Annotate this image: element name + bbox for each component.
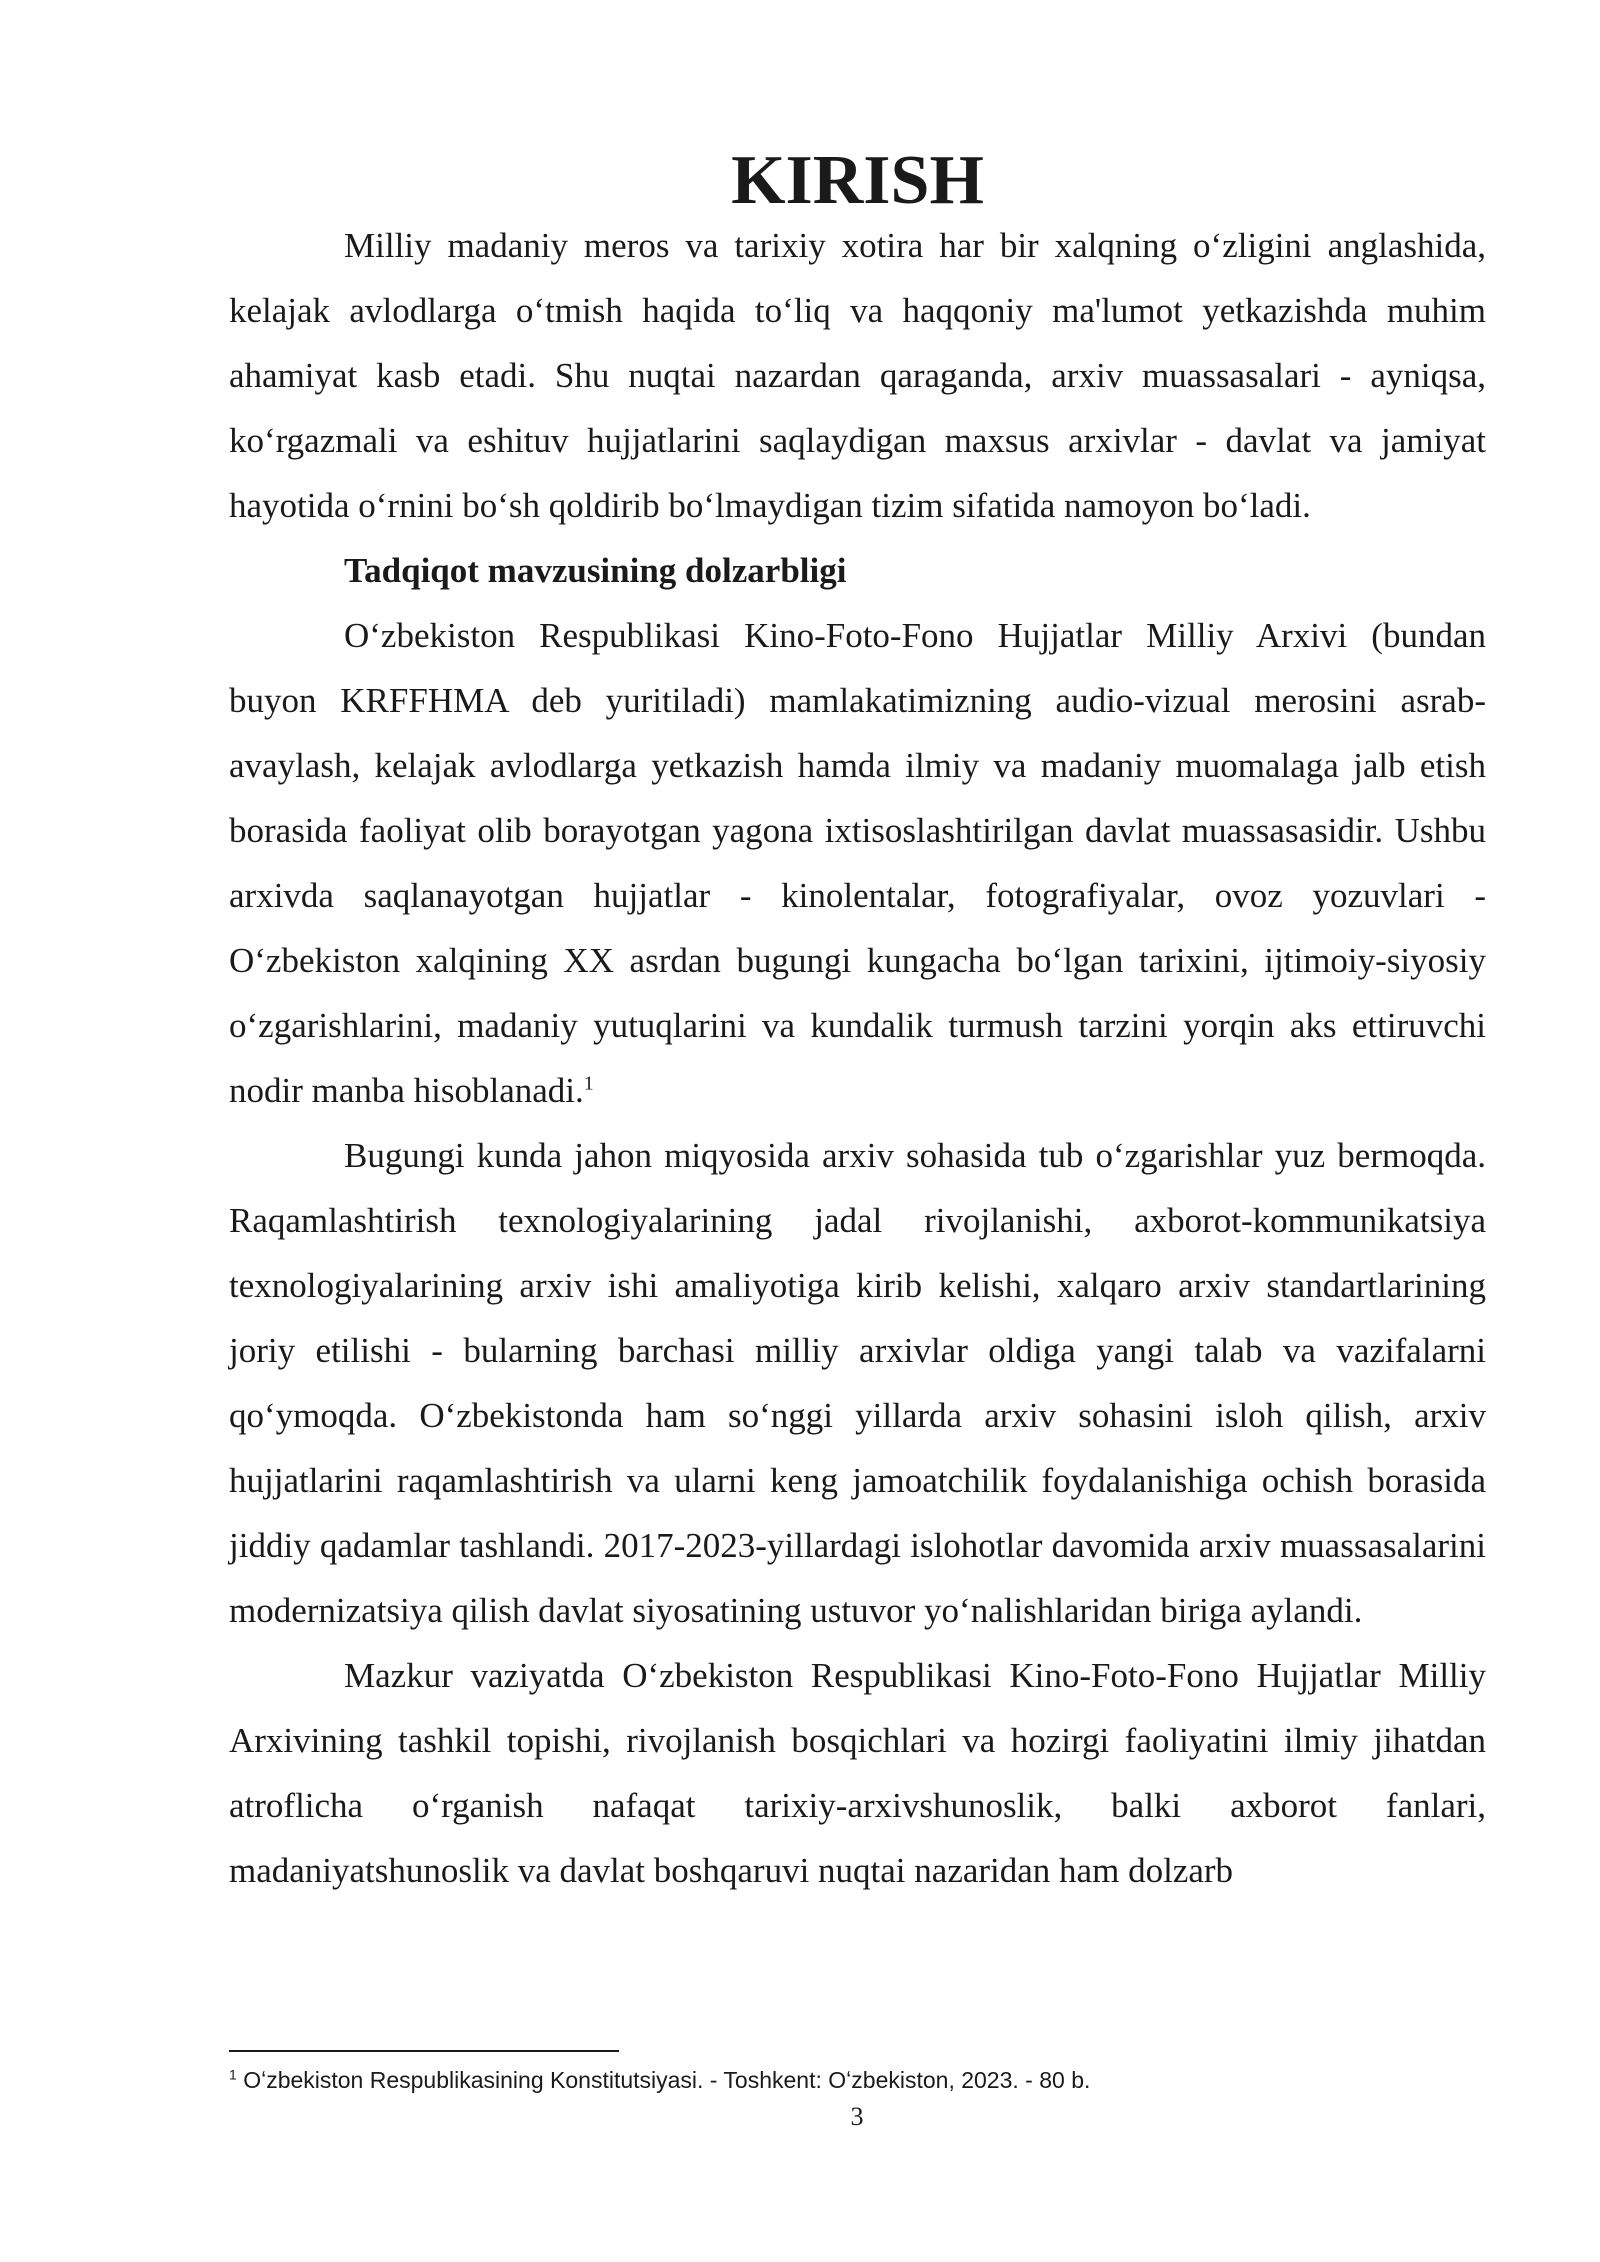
body-paragraph-1 bbox=[229, 603, 1486, 1123]
footnote-text: Oʻzbekiston Respublikasining Konstitutsiyasi. - Toshkent: Oʻzbekiston, 2023. - 80 b. bbox=[243, 2067, 1091, 2093]
intro-paragraph: Milliy madaniy meros va tarixiy xotira har bir xalqning oʻzligini anglashida, kelajak avlodlarga oʻtmish haqida toʻliq va haqqoniy ma'lumot yetkazishda muhim ahamiyat kasb etadi. Shu nuqtai nazardan qaraganda, arxiv muassasalari - ayniqsa, koʻrgazmali va eshituv hujjatlarini saqlaydigan maxsus arxivlar - davlat va jamiyat hayotida oʻrnini boʻsh qoldirib boʻlmaydigan tizim sifatida namoyon boʻladi. bbox=[229, 226, 1486, 525]
body-paragraph-1-text: Oʻzbekiston Respublikasi Kino-Foto-Fono Hujjatlar Milliy Arxivi (bundan buyon KRFFHMA deb yuritiladi) mamlakatimizning audio-vizual merosini asrab-avaylash, kelajak avlodlarga yetkazish hamda ilmiy va madaniy muomalaga jalb etish borasida faoliyat olib borayotgan yagona ixtisoslashtirilgan davlat muassasasidir. Ushbu arxivda saqlanayotgan hujjatlar - kinolentalar, fotografiyalar, ovoz yozuvlari - Oʻzbekiston xalqining XX asrdan bugungi kungacha boʻlgan tarixini, ijtimoiy-siyosiy oʻzgarishlarini, madaniy yutuqlarini va kundalik turmush tarzini yorqin aks ettiruvchi nodir manba hisoblanadi. bbox=[229, 616, 1486, 1110]
subsection-heading: Tadqiqot mavzusining dolzarbligi bbox=[344, 551, 847, 590]
footnote-reference: 1 bbox=[583, 1072, 594, 1095]
footnote bbox=[229, 2064, 1486, 2096]
body-paragraph-2: Bugungi kunda jahon miqyosida arxiv sohasida tub oʻzgarishlar yuz bermoqda. Raqamlashtirish texnologiyalarining jadal rivojlanishi, axborot-kommunikatsiya texnologiyalarining arxiv ishi amaliyotiga kirib kelishi, xalqaro arxiv standartlarining joriy etilishi - bularning barchasi milliy arxivlar oldiga yangi talab va vazifalarni qoʻymoqda. Oʻzbekistonda ham soʻnggi yillarda arxiv sohasini isloh qilish, arxiv hujjatlarini raqamlashtirish va ularni keng jamoatchilik foydalanishiga ochish borasida jiddiy qadamlar tashlandi. 2017-2023-yillardagi islohotlar davomida arxiv muassasalarini modernizatsiya qilish davlat siyosatining ustuvor yoʻnalishlaridan biriga aylandi. bbox=[229, 1136, 1486, 1630]
footnote-separator bbox=[229, 2050, 619, 2052]
section-heading: KIRISH bbox=[731, 142, 984, 219]
page-body bbox=[229, 142, 1486, 1903]
footnote-number: 1 bbox=[229, 2066, 237, 2083]
page-number: 3 bbox=[850, 2102, 864, 2131]
body-paragraph-3: Mazkur vaziyatda Oʻzbekiston Respublikasi Kino-Foto-Fono Hujjatlar Milliy Arxivining tashkil topishi, rivojlanish bosqichlari va hozirgi faoliyatini ilmiy jihatdan atroflicha oʻrganish nafaqat tarixiy-arxivshunoslik, balki axborot fanlari, madaniyatshunoslik va davlat boshqaruvi nuqtai nazaridan ham dolzarb bbox=[229, 1656, 1486, 1890]
